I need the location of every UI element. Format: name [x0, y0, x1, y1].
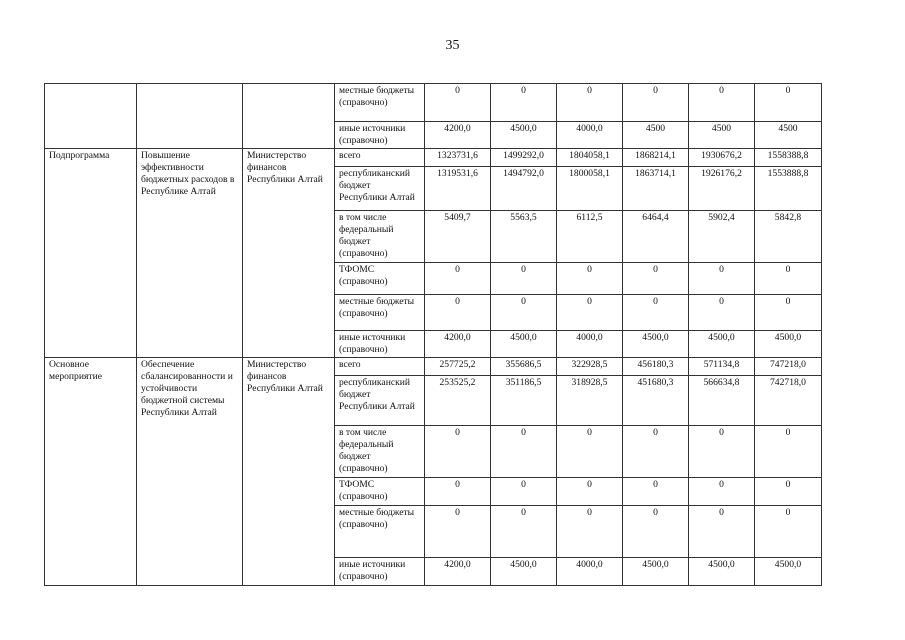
value-cell: 0	[623, 295, 689, 331]
value-cell: 0	[425, 506, 491, 558]
value-cell: 1800058,1	[557, 167, 623, 211]
funding-source-cell: иные источники (справочно)	[335, 558, 425, 586]
value-cell: 0	[623, 426, 689, 478]
value-cell: 1804058,1	[557, 149, 623, 167]
funding-source-cell: всего	[335, 149, 425, 167]
value-cell: 5842,8	[755, 211, 822, 263]
funding-source-cell: республиканский бюджет Республики Алтай	[335, 167, 425, 211]
value-cell: 0	[755, 478, 822, 506]
value-cell: 742718,0	[755, 376, 822, 426]
value-cell: 0	[689, 506, 755, 558]
value-cell: 4500	[689, 122, 755, 149]
funding-source-cell: всего	[335, 358, 425, 376]
value-cell: 451680,3	[623, 376, 689, 426]
value-cell: 747218,0	[755, 358, 822, 376]
funding-source-cell: иные источники (справочно)	[335, 122, 425, 149]
value-cell: 1494792,0	[491, 167, 557, 211]
funding-source-cell: республиканский бюджет Республики Алтай	[335, 376, 425, 426]
value-cell: 1553888,8	[755, 167, 822, 211]
value-cell: 1499292,0	[491, 149, 557, 167]
value-cell: 0	[623, 478, 689, 506]
value-cell: 0	[755, 295, 822, 331]
funding-source-cell: ТФОМС (справочно)	[335, 263, 425, 295]
value-cell: 0	[623, 84, 689, 122]
executor-cell	[243, 84, 335, 149]
executor-cell: Министерство финансов Республики Алтай	[243, 149, 335, 358]
value-cell: 0	[755, 426, 822, 478]
value-cell: 4200,0	[425, 558, 491, 586]
value-cell: 1930676,2	[689, 149, 755, 167]
table-row	[45, 358, 822, 376]
value-cell: 6464,4	[623, 211, 689, 263]
value-cell: 1319531,6	[425, 167, 491, 211]
value-cell: 351186,5	[491, 376, 557, 426]
value-cell: 0	[755, 84, 822, 122]
value-cell: 0	[425, 263, 491, 295]
value-cell: 0	[425, 295, 491, 331]
funding-source-cell: в том числе федеральный бюджет (справочно)	[335, 211, 425, 263]
value-cell: 4500,0	[491, 122, 557, 149]
funding-source-cell: иные источники (справочно)	[335, 331, 425, 358]
value-cell: 253525,2	[425, 376, 491, 426]
program-name-cell	[137, 84, 243, 149]
value-cell: 0	[491, 426, 557, 478]
value-cell: 0	[491, 295, 557, 331]
funding-source-cell: местные бюджеты (справочно)	[335, 295, 425, 331]
value-cell: 0	[755, 506, 822, 558]
value-cell: 257725,2	[425, 358, 491, 376]
value-cell: 1558388,8	[755, 149, 822, 167]
value-cell: 0	[689, 84, 755, 122]
value-cell: 4500,0	[755, 331, 822, 358]
value-cell: 0	[491, 478, 557, 506]
value-cell: 0	[557, 426, 623, 478]
value-cell: 4500,0	[623, 331, 689, 358]
value-cell: 5409,7	[425, 211, 491, 263]
value-cell: 0	[557, 263, 623, 295]
funding-source-cell: местные бюджеты (справочно)	[335, 506, 425, 558]
program-type-cell: Основное мероприятие	[45, 358, 137, 586]
value-cell: 1323731,6	[425, 149, 491, 167]
program-name-cell: Повышение эффективности бюджетных расходов в Республике Алтай	[137, 149, 243, 358]
value-cell: 0	[557, 478, 623, 506]
value-cell: 4500	[623, 122, 689, 149]
value-cell: 0	[491, 84, 557, 122]
value-cell: 4500,0	[623, 558, 689, 586]
value-cell: 0	[689, 263, 755, 295]
program-name-cell: Обеспечение сбалансированности и устойчивости бюджетной системы Республики Алтай	[137, 358, 243, 586]
value-cell: 5902,4	[689, 211, 755, 263]
value-cell: 0	[689, 478, 755, 506]
value-cell: 4000,0	[557, 331, 623, 358]
program-type-cell	[45, 84, 137, 149]
value-cell: 355686,5	[491, 358, 557, 376]
value-cell: 0	[557, 295, 623, 331]
value-cell: 0	[755, 263, 822, 295]
value-cell: 0	[557, 84, 623, 122]
executor-cell: Министерство финансов Республики Алтай	[243, 358, 335, 586]
value-cell: 4500,0	[689, 558, 755, 586]
value-cell: 1868214,1	[623, 149, 689, 167]
funding-source-cell: в том числе федеральный бюджет (справочно)	[335, 426, 425, 478]
funding-source-cell: местные бюджеты (справочно)	[335, 84, 425, 122]
value-cell: 0	[623, 263, 689, 295]
value-cell: 0	[623, 506, 689, 558]
value-cell: 4500,0	[491, 331, 557, 358]
value-cell: 0	[491, 263, 557, 295]
value-cell: 4500,0	[755, 558, 822, 586]
value-cell: 4000,0	[557, 558, 623, 586]
value-cell: 0	[425, 426, 491, 478]
value-cell: 456180,3	[623, 358, 689, 376]
table-row	[45, 84, 822, 122]
value-cell: 0	[689, 426, 755, 478]
value-cell: 1863714,1	[623, 167, 689, 211]
value-cell: 1926176,2	[689, 167, 755, 211]
value-cell: 318928,5	[557, 376, 623, 426]
value-cell: 0	[425, 478, 491, 506]
value-cell: 4200,0	[425, 122, 491, 149]
value-cell: 0	[689, 295, 755, 331]
table-row	[45, 149, 822, 167]
value-cell: 0	[557, 506, 623, 558]
value-cell: 4200,0	[425, 331, 491, 358]
value-cell: 322928,5	[557, 358, 623, 376]
value-cell: 5563,5	[491, 211, 557, 263]
value-cell: 4000,0	[557, 122, 623, 149]
value-cell: 0	[425, 84, 491, 122]
value-cell: 4500,0	[491, 558, 557, 586]
value-cell: 6112,5	[557, 211, 623, 263]
value-cell: 0	[491, 506, 557, 558]
program-type-cell: Подпрограмма	[45, 149, 137, 358]
value-cell: 571134,8	[689, 358, 755, 376]
funding-source-cell: ТФОМС (справочно)	[335, 478, 425, 506]
value-cell: 566634,8	[689, 376, 755, 426]
budget-table	[44, 83, 822, 586]
value-cell: 4500,0	[689, 331, 755, 358]
page-number: 35	[445, 38, 460, 53]
value-cell: 4500	[755, 122, 822, 149]
